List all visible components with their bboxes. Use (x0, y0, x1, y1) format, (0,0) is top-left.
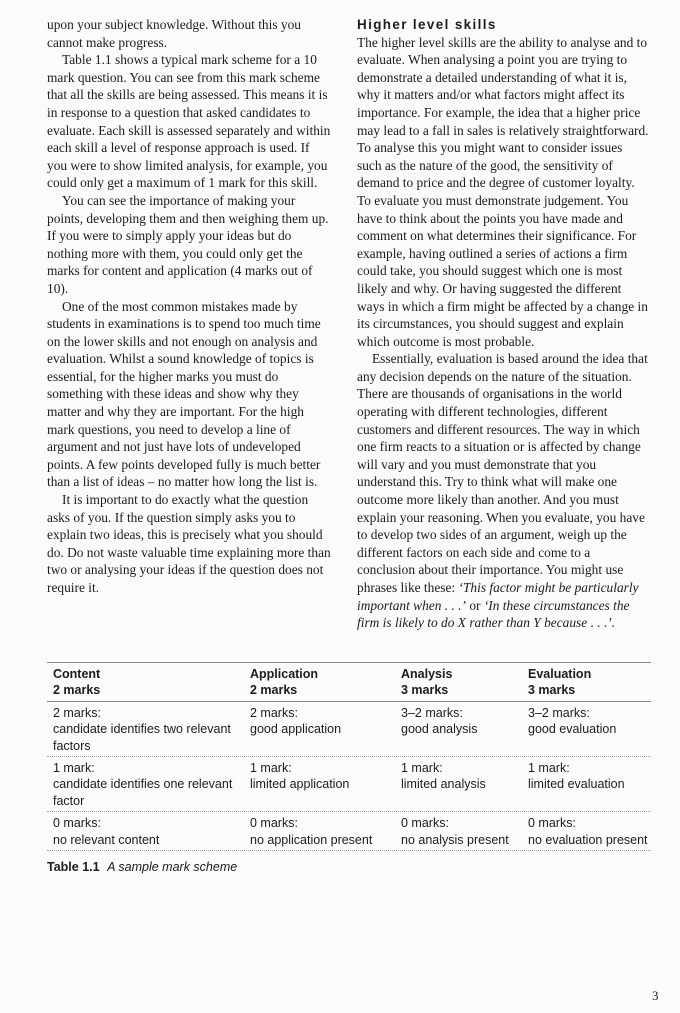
table-cell: 3–2 marks: good analysis (401, 705, 478, 737)
header-cell: Analysis 3 marks (401, 667, 453, 698)
table-cell: 0 marks: no analysis present (401, 816, 509, 847)
page-number: 3 (652, 988, 659, 1003)
table-cell: 3–2 marks: good evaluation (528, 705, 617, 737)
table-cell: 1 mark: limited application (250, 761, 350, 792)
table-cell: 1 mark: limited analysis (401, 761, 486, 792)
table-cell: 1 mark: limited evaluation (528, 761, 625, 792)
header-cell: Evaluation 3 marks (528, 667, 592, 698)
example-phrase: ‘This factor might be particularly important when . . .’ (357, 580, 639, 613)
caption-number: Table 1.1 (47, 860, 100, 874)
table-caption (47, 860, 237, 874)
header-cell: Content 2 marks (53, 667, 101, 698)
table-cell: 1 mark: candidate identifies one relevant factor (53, 761, 233, 808)
paragraph: You can see the importance of making your points, developing them and then weighing them up. If you were to simply apply your ideas but do nothing more with them, you could only get the marks for content and application (4 marks out of 10). (47, 192, 329, 296)
paragraph: One of the most common mistakes made by students in examinations is to spend too much time on the lower skills and not enough on analysis and evaluation. Whilst a sound knowledge of topics is essential, for the higher marks you must do something with these ideas and show why they matter and why they are important. For the high mark questions, you need to develop a line of argument and not just have lots of undeveloped points. A few points developed fully is much better than a list of ideas – no matter how long the list is. (47, 298, 321, 490)
paragraph: The higher level skills are the ability to analyse and to evaluate. When analysing a point you are trying to demonstrate a detailed understanding of what it is, why it matters and/or what factors might affect its importance. For example, the idea that a higher price may lead to a fall in sales is relatively straightforward. To analyse this you might want to consider issues such as the nature of the good, the sensitivity of demand to price and the degree of customer loyalty. To evaluate you must demonstrate judgement. You have to think about the points you have made and comment on what determines their significance. For example, having outlined a series of actions a firm could take, you should suggest which one is most likely and why. Or having suggested the different ways in which a firm might be affected by a change in its circumstances, you should suggest and explain which outcome is most probable. (357, 34, 649, 349)
left-column (47, 16, 331, 597)
table-header-row (47, 663, 651, 702)
section-heading: Higher level skills (357, 17, 497, 32)
paragraph: It is important to do exactly what the question asks of you. If the question simply asks you to explain two ideas, this is precisely what you should do. Do not waste valuable time explaining more than two or analysing your ideas if the question does not require it. (47, 492, 331, 595)
table-cell: 2 marks: good application (250, 705, 342, 737)
mark-scheme-table (47, 662, 651, 851)
table-cell: 0 marks: no relevant content (53, 816, 160, 847)
paragraph: upon your subject knowledge. Without this you cannot make progress. (47, 17, 301, 50)
paragraph-with-quotes (357, 350, 649, 632)
example-phrase: ‘In these circumstances the firm is likely to do X rather than Y because . . .’. (357, 597, 630, 631)
quote-joiner: or (465, 597, 484, 613)
right-column (357, 16, 649, 632)
table-cell: 2 marks: candidate identifies two relevant factors (53, 705, 231, 753)
table-row (47, 702, 651, 757)
header-cell: Application 2 marks (250, 667, 319, 698)
table-cell: 0 marks: no application present (250, 816, 373, 847)
table-cell: 0 marks: no evaluation present (528, 816, 648, 847)
caption-title: A sample mark scheme (107, 860, 238, 874)
paragraph: Table 1.1 shows a typical mark scheme for a 10 mark question. You can see from this mark scheme that all the skills are being assessed. This means it is in response to a question that asked candidates to evaluate. Each skill is assessed separately and within each skill a level of response approach is used. If you were to show limited analysis, for example, you could only get a maximum of 1 mark for this skill. (47, 52, 331, 191)
table-row (47, 812, 651, 851)
paragraph-text: Essentially, evaluation is based around the idea that any decision depends on the nature of the situation. There are thousands of organisations in the world operating with different technologies, different customers and different resources. The way in which one firm reacts to a situation or is affected by change will vary and you must demonstrate that you understand this. Try to think what will make one outcome more likely than another. And you must explain your reasoning. When you evaluate, you have to develop two sides of an argument, weigh up the different factors on each side and come to a conclusion about their importance. You might use phrases like these: (357, 351, 648, 595)
table-row (47, 757, 651, 812)
